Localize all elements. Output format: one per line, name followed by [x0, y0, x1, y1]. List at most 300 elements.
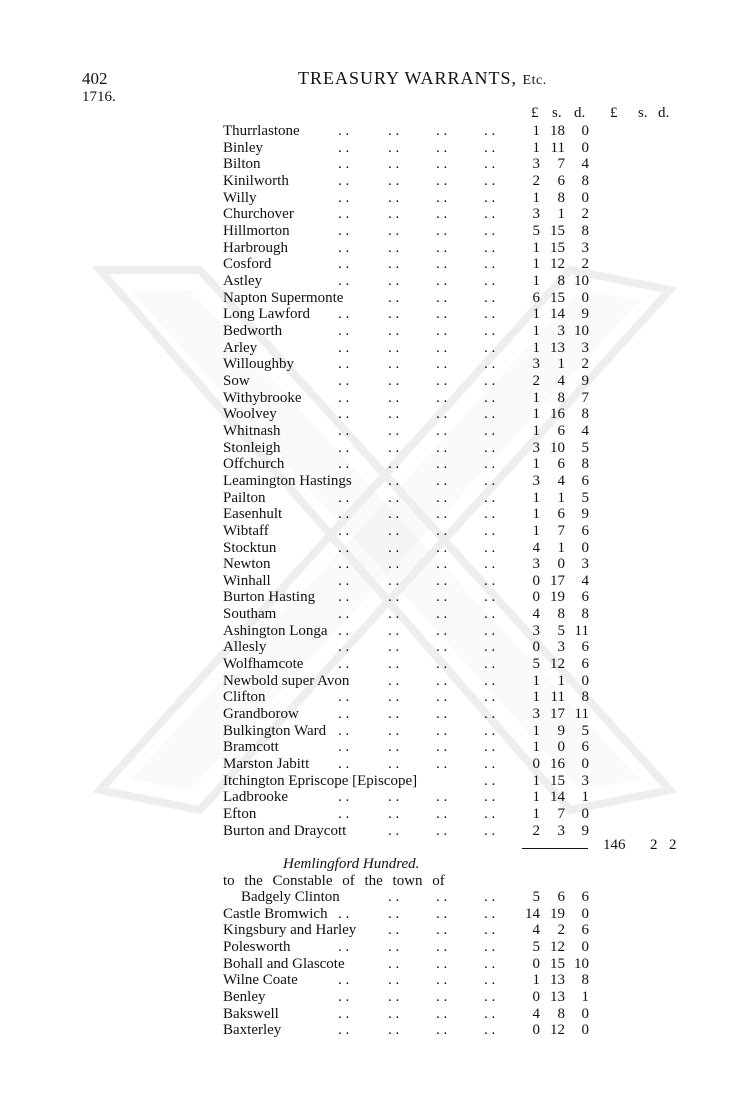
leader-dots: . . [484, 289, 496, 306]
amount-pounds: 4 [532, 1005, 540, 1022]
place-name: Astley [223, 272, 263, 289]
amount-pence: 0 [581, 189, 589, 206]
amount-shillings: 19 [550, 589, 565, 606]
place-name: Castle Bromwich [223, 905, 328, 922]
table-row [0, 656, 754, 673]
amount-pence: 0 [581, 1022, 589, 1039]
amount-shillings: 9 [557, 722, 565, 739]
leader-dots: . . [338, 905, 350, 922]
leader-dots: . . [436, 156, 448, 173]
leader-dots: . . [388, 672, 400, 689]
leader-dots: . . [338, 156, 350, 173]
col-head-pence: d. [574, 105, 586, 121]
amount-pence: 11 [574, 622, 589, 639]
amount-shillings: 11 [550, 689, 565, 706]
place-name: Bakswell [223, 1005, 279, 1022]
table-row [0, 606, 754, 623]
leader-dots: . . [436, 589, 448, 606]
place-name: Long Lawford [223, 306, 311, 323]
table-row [0, 773, 754, 790]
amount-pence: 2 [581, 356, 589, 373]
amount-shillings: 18 [550, 123, 565, 139]
leader-dots: . . [436, 489, 448, 506]
table-row [0, 356, 754, 373]
table-row [0, 190, 754, 207]
amount-pounds: 0 [532, 988, 540, 1005]
table-row [0, 523, 754, 540]
page-title [298, 68, 547, 89]
amount-pounds: 1 [532, 506, 540, 523]
leader-dots: . . [436, 572, 448, 589]
leader-dots: . . [388, 589, 400, 606]
leader-dots: . . [388, 206, 400, 223]
amount-shillings: 10 [550, 439, 565, 456]
amount-pounds: 2 [532, 372, 540, 389]
amount-shillings: 1 [557, 539, 565, 556]
leader-dots: . . [388, 239, 400, 256]
leader-dots: . . [388, 955, 400, 972]
leader-dots: . . [484, 722, 496, 739]
leader-dots: . . [484, 522, 496, 539]
leader-dots: . . [388, 456, 400, 473]
leader-dots: . . [388, 689, 400, 706]
amount-pence: 0 [581, 139, 589, 156]
leader-dots: . . [338, 1022, 350, 1039]
amount-pounds: 6 [532, 289, 540, 306]
amount-pence: 10 [574, 272, 589, 289]
amount-shillings: 8 [557, 606, 565, 623]
table-row [0, 473, 754, 490]
leader-dots: . . [388, 822, 400, 839]
place-name: Clifton [223, 689, 266, 706]
leader-dots: . . [388, 622, 400, 639]
place-name: Marston Jabitt [223, 756, 310, 773]
amount-pence: 1 [581, 789, 589, 806]
leader-dots: . . [436, 406, 448, 423]
amount-shillings: 4 [557, 472, 565, 489]
amount-shillings: 3 [557, 639, 565, 656]
leader-dots: . . [388, 556, 400, 573]
leader-dots: . . [338, 422, 350, 439]
amount-pence: 8 [581, 222, 589, 239]
leader-dots: . . [484, 123, 496, 139]
leader-dots: . . [436, 606, 448, 623]
leader-dots: . . [436, 706, 448, 723]
amount-pence: 0 [581, 123, 589, 139]
place-name: Thurrlastone [223, 123, 300, 139]
amount-pounds: 1 [532, 339, 540, 356]
place-name: Bohall and Glascote [223, 955, 345, 972]
leader-dots: . . [338, 439, 350, 456]
place-name: Stocktun [223, 539, 277, 556]
table-row [0, 889, 754, 906]
amount-pence: 3 [581, 239, 589, 256]
table-row [0, 1006, 754, 1023]
amount-pounds: 1 [532, 689, 540, 706]
amount-pounds: 1 [532, 672, 540, 689]
amount-pence: 9 [581, 506, 589, 523]
place-name: Cosford [223, 256, 272, 273]
table-row [0, 306, 754, 323]
leader-dots: . . [388, 539, 400, 556]
place-name: Wilne Coate [223, 972, 298, 989]
amount-pounds: 3 [532, 556, 540, 573]
leader-dots: . . [484, 339, 496, 356]
leader-dots: . . [436, 172, 448, 189]
amount-pence: 0 [581, 756, 589, 773]
amount-pence: 4 [581, 422, 589, 439]
amount-shillings: 11 [550, 139, 565, 156]
col-head-pounds: £ [531, 105, 539, 121]
table-row [0, 323, 754, 340]
leader-dots: . . [338, 322, 350, 339]
amount-shillings: 13 [550, 339, 565, 356]
leader-dots: . . [338, 938, 350, 955]
leader-dots: . . [388, 222, 400, 239]
leader-dots: . . [338, 172, 350, 189]
amount-pence: 6 [581, 522, 589, 539]
leader-dots: . . [388, 639, 400, 656]
amount-pence: 6 [581, 889, 589, 905]
place-name: Winhall [223, 572, 271, 589]
amount-pence: 8 [581, 406, 589, 423]
leader-dots: . . [484, 922, 496, 939]
leader-dots: . . [436, 389, 448, 406]
amount-shillings: 1 [557, 489, 565, 506]
leader-dots: . . [388, 439, 400, 456]
leader-dots: . . [484, 239, 496, 256]
table-row [0, 922, 754, 939]
amount-pounds: 5 [532, 938, 540, 955]
amount-pounds: 0 [532, 589, 540, 606]
table-row [0, 906, 754, 923]
leader-dots: . . [388, 356, 400, 373]
place-name: Binley [223, 139, 263, 156]
amount-pence: 7 [581, 389, 589, 406]
amount-pounds: 1 [532, 139, 540, 156]
leader-dots: . . [338, 1005, 350, 1022]
leader-dots: . . [484, 572, 496, 589]
amount-pence: 3 [581, 772, 589, 789]
leader-dots: . . [436, 472, 448, 489]
amount-pounds: 2 [532, 172, 540, 189]
amount-pence: 10 [574, 955, 589, 972]
amount-pounds: 4 [532, 922, 540, 939]
leader-dots: . . [388, 272, 400, 289]
total-row [0, 837, 754, 854]
leader-dots: . . [436, 938, 448, 955]
amount-shillings: 0 [557, 556, 565, 573]
table-row [0, 573, 754, 590]
amount-pounds: 5 [532, 889, 540, 905]
amount-pence: 5 [581, 722, 589, 739]
amount-pence: 8 [581, 456, 589, 473]
leader-dots: . . [484, 506, 496, 523]
leader-dots: . . [338, 206, 350, 223]
amount-shillings: 12 [550, 256, 565, 273]
amount-shillings: 15 [550, 289, 565, 306]
table-row [0, 423, 754, 440]
place-name: Easenhult [223, 506, 283, 523]
place-name: Southam [223, 606, 277, 623]
col-head-pounds-total: £ [610, 105, 618, 121]
leader-dots: . . [484, 556, 496, 573]
table-row [0, 406, 754, 423]
amount-pence: 4 [581, 156, 589, 173]
amount-pounds: 4 [532, 539, 540, 556]
leader-dots: . . [388, 322, 400, 339]
leader-dots: . . [436, 822, 448, 839]
place-name: Efton [223, 806, 257, 823]
leader-dots: . . [338, 489, 350, 506]
leader-dots: . . [436, 272, 448, 289]
leader-dots: . . [388, 806, 400, 823]
leader-dots: . . [436, 439, 448, 456]
amount-pence: 9 [581, 306, 589, 323]
place-name: Grandborow [223, 706, 299, 723]
table-row [0, 706, 754, 723]
leader-dots: . . [338, 622, 350, 639]
amount-pence: 0 [581, 539, 589, 556]
amount-pence: 0 [581, 938, 589, 955]
place-name: Offchurch [223, 456, 285, 473]
leader-dots: . . [338, 123, 350, 139]
amount-pence: 8 [581, 606, 589, 623]
col-head-shillings: s. [552, 105, 562, 121]
table-row [0, 390, 754, 407]
leader-dots: . . [436, 322, 448, 339]
leader-dots: . . [388, 722, 400, 739]
col-head-pence-total: d. [658, 105, 670, 121]
table-row [0, 1022, 754, 1039]
amount-pounds: 1 [532, 789, 540, 806]
amount-pence: 3 [581, 556, 589, 573]
leader-dots: . . [436, 955, 448, 972]
leader-dots: . . [436, 539, 448, 556]
leader-dots: . . [338, 706, 350, 723]
leader-dots: . . [484, 955, 496, 972]
leader-dots: . . [388, 189, 400, 206]
leader-dots: . . [338, 339, 350, 356]
place-name: Burton and Draycott [223, 822, 347, 839]
leader-dots: . . [388, 1005, 400, 1022]
amount-shillings: 12 [550, 1022, 565, 1039]
leader-dots: . . [484, 972, 496, 989]
place-name: Woolvey [223, 406, 277, 423]
hundred-heading: Hemlingford Hundred. [283, 856, 420, 872]
table-row [0, 173, 754, 190]
total-pence: 2 [669, 837, 677, 853]
amount-shillings: 13 [550, 972, 565, 989]
leader-dots: . . [388, 489, 400, 506]
amount-pence: 5 [581, 489, 589, 506]
leader-dots: . . [388, 372, 400, 389]
leader-dots: . . [484, 356, 496, 373]
table-row [0, 972, 754, 989]
amount-shillings: 15 [550, 772, 565, 789]
leader-dots: . . [388, 289, 400, 306]
table-row [0, 639, 754, 656]
amount-pounds: 3 [532, 472, 540, 489]
leader-dots: . . [484, 789, 496, 806]
place-name: Benley [223, 988, 266, 1005]
amount-shillings: 1 [557, 206, 565, 223]
leader-dots: . . [338, 556, 350, 573]
leader-dots: . . [338, 806, 350, 823]
place-name: Allesly [223, 639, 267, 656]
place-name: Baxterley [223, 1022, 282, 1039]
leader-dots: . . [436, 988, 448, 1005]
leader-dots: . . [388, 339, 400, 356]
amount-pence: 1 [581, 988, 589, 1005]
amount-shillings: 7 [557, 522, 565, 539]
leader-dots: . . [484, 206, 496, 223]
table-row [0, 273, 754, 290]
leader-dots: . . [436, 256, 448, 273]
amount-pence: 6 [581, 739, 589, 756]
leader-dots: . . [436, 922, 448, 939]
leader-dots: . . [338, 988, 350, 1005]
page-number: 402 [82, 69, 108, 88]
amount-pounds: 14 [525, 905, 540, 922]
table-row [0, 756, 754, 773]
table-row [0, 939, 754, 956]
leader-dots: . . [484, 139, 496, 156]
amount-shillings: 0 [557, 739, 565, 756]
leader-dots: . . [388, 1022, 400, 1039]
leader-dots: . . [484, 988, 496, 1005]
amount-shillings: 6 [557, 889, 565, 905]
leader-dots: . . [338, 456, 350, 473]
leader-dots: . . [484, 905, 496, 922]
place-name: Ladbrooke [223, 789, 288, 806]
leader-dots: . . [436, 556, 448, 573]
amount-pounds: 0 [532, 1022, 540, 1039]
place-name: Polesworth [223, 938, 291, 955]
leader-dots: . . [484, 606, 496, 623]
leader-dots: . . [484, 772, 496, 789]
table-row [0, 440, 754, 457]
amount-pounds: 4 [532, 606, 540, 623]
table-row [0, 123, 754, 140]
leader-dots: . . [484, 889, 496, 905]
amount-pounds: 1 [532, 272, 540, 289]
amount-shillings: 2 [557, 922, 565, 939]
leader-dots: . . [484, 472, 496, 489]
leader-dots: . . [338, 306, 350, 323]
amount-shillings: 7 [557, 806, 565, 823]
leader-dots: . . [436, 739, 448, 756]
amount-pounds: 1 [532, 389, 540, 406]
leader-dots: . . [388, 256, 400, 273]
place-name: Bilton [223, 156, 261, 173]
table-row [0, 140, 754, 157]
amount-pence: 0 [581, 672, 589, 689]
leader-dots: . . [436, 722, 448, 739]
title-etc: Etc. [522, 73, 547, 88]
leader-dots: . . [338, 272, 350, 289]
amount-shillings: 15 [550, 955, 565, 972]
amount-shillings: 8 [557, 1005, 565, 1022]
leader-dots: . . [484, 938, 496, 955]
amount-shillings: 16 [550, 406, 565, 423]
amount-pounds: 3 [532, 356, 540, 373]
leader-dots: . . [484, 539, 496, 556]
leader-dots: . . [388, 739, 400, 756]
leader-dots: . . [436, 689, 448, 706]
table-row [0, 156, 754, 173]
amount-pence: 8 [581, 689, 589, 706]
place-name: Pailton [223, 489, 266, 506]
leader-dots: . . [484, 822, 496, 839]
amount-shillings: 6 [557, 172, 565, 189]
table-row [0, 623, 754, 640]
leader-dots: . . [484, 272, 496, 289]
leader-dots: . . [484, 256, 496, 273]
leader-dots: . . [338, 372, 350, 389]
amount-pence: 6 [581, 922, 589, 939]
amount-shillings: 14 [550, 789, 565, 806]
leader-dots: . . [388, 572, 400, 589]
leader-dots: . . [388, 789, 400, 806]
place-name: Bramcott [223, 739, 279, 756]
leader-dots: . . [338, 589, 350, 606]
amount-shillings: 6 [557, 456, 565, 473]
place-name: Whitnash [223, 422, 281, 439]
leader-dots: . . [388, 938, 400, 955]
leader-dots: . . [436, 789, 448, 806]
amount-shillings: 17 [550, 706, 565, 723]
leader-dots: . . [436, 972, 448, 989]
table-row [0, 806, 754, 823]
leader-dots: . . [436, 356, 448, 373]
amount-pence: 4 [581, 572, 589, 589]
amount-shillings: 1 [557, 672, 565, 689]
leader-dots: . . [436, 123, 448, 139]
amount-pounds: 1 [532, 256, 540, 273]
leader-dots: . . [484, 172, 496, 189]
leader-dots: . . [338, 656, 350, 673]
amount-pence: 8 [581, 972, 589, 989]
leader-dots: . . [484, 489, 496, 506]
leader-dots: . . [484, 589, 496, 606]
amount-pounds: 2 [532, 822, 540, 839]
amount-pounds: 1 [532, 123, 540, 139]
leader-dots: . . [436, 372, 448, 389]
leader-dots: . . [436, 672, 448, 689]
leader-dots: . . [484, 189, 496, 206]
leader-dots: . . [484, 672, 496, 689]
place-name: Newbold super Avon [223, 672, 350, 689]
leader-dots: . . [436, 339, 448, 356]
table-row [0, 340, 754, 357]
place-name: Leamington Hastings [223, 472, 352, 489]
leader-dots: . . [338, 256, 350, 273]
amount-shillings: 1 [557, 356, 565, 373]
total-pounds: 146 [603, 837, 626, 853]
amount-pence: 6 [581, 472, 589, 489]
place-name: Willy [223, 189, 257, 206]
leader-dots: . . [484, 156, 496, 173]
amount-shillings: 6 [557, 422, 565, 439]
amount-shillings: 8 [557, 189, 565, 206]
amount-shillings: 15 [550, 222, 565, 239]
amount-pounds: 1 [532, 406, 540, 423]
leader-dots: . . [338, 222, 350, 239]
amount-pounds: 1 [532, 972, 540, 989]
amount-pence: 2 [581, 206, 589, 223]
constable-line: to the Constable of the town of [223, 873, 445, 889]
